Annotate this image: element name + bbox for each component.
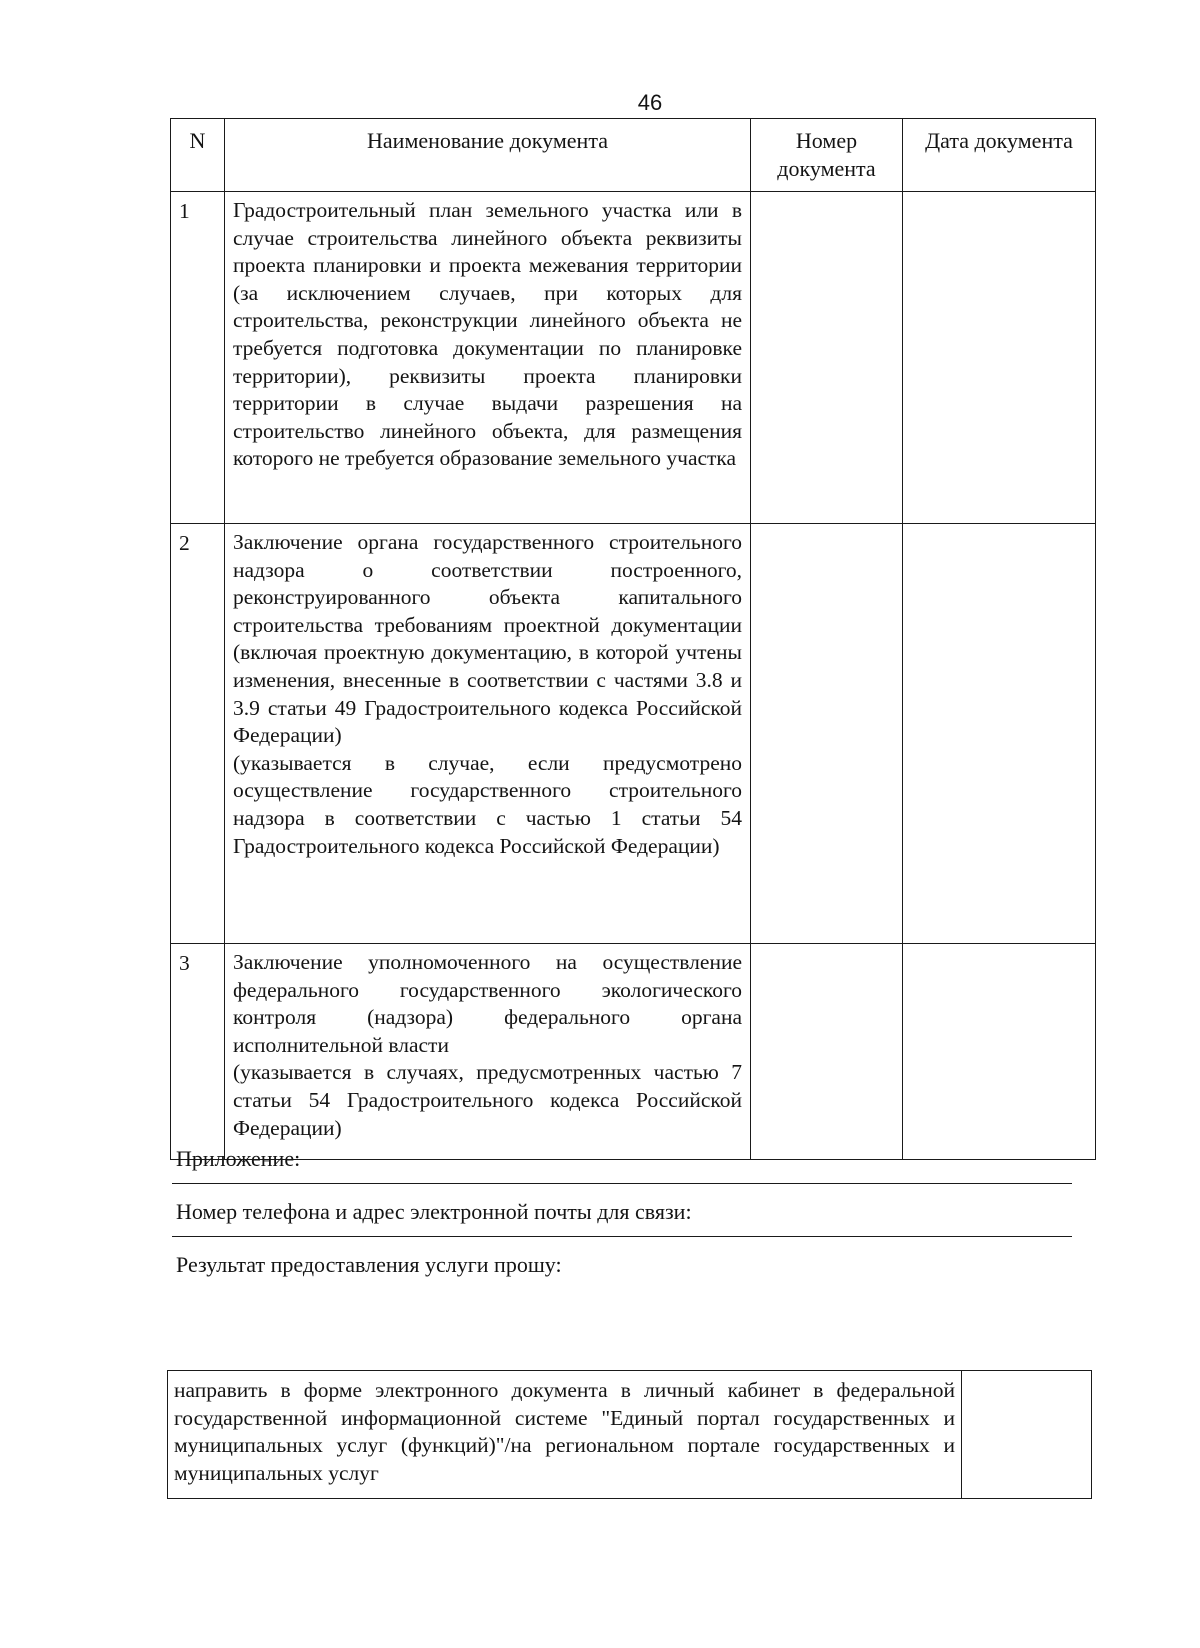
document-date-cell[interactable] (903, 944, 1096, 1160)
result-options-table (167, 1370, 1092, 1499)
documents-table (170, 118, 1096, 1160)
contact-line (172, 1236, 1072, 1237)
document-name-cell (225, 524, 751, 944)
result-label: Результат предоставления услуги прошу: (176, 1252, 562, 1277)
annex-label: Приложение: (176, 1146, 301, 1171)
document-name: Заключение уполномоченного на осуществление федерального государственного экологического контроля (надзора) федерального органа исполнительной власти (233, 950, 742, 1057)
header-document-name: Наименование документа (225, 119, 751, 192)
result-option-mark-cell[interactable] (962, 1371, 1092, 1499)
table-row (171, 944, 1096, 1160)
row-number: 1 (171, 192, 225, 524)
row-number: 2 (171, 524, 225, 944)
document-number-cell[interactable] (751, 944, 903, 1160)
result-option-text: направить в форме электронного документа в личный кабинет в федеральной государственной информационной системе "Единый портал государственных и муниципальных услуг (функций)"/на региональном портале государственных и муниципальных услуг (168, 1371, 962, 1499)
contact-label: Номер телефона и адрес электронной почты для связи: (176, 1199, 692, 1224)
result-option-row (168, 1371, 1092, 1499)
document-date-cell[interactable] (903, 524, 1096, 944)
document-name-cell (225, 944, 751, 1160)
annex-line (172, 1183, 1072, 1184)
page-number: 46 (637, 90, 663, 115)
header-document-date: Дата документа (903, 119, 1096, 192)
table-row (171, 524, 1096, 944)
header-n: N (171, 119, 225, 192)
table-body (171, 192, 1096, 1160)
document-name: Градостроительный план земельного участка или в случае строительства линейного объекта реквизиты проекта планировки и проекта межевания территории (за исключением случаев, при которых для строительства, реконструкции линейного объекта не требуется подготовка документации по планировке территории), реквизиты проекта планировки территории в случае выдачи разрешения на строительство линейного объекта, для размещения которого не требуется образование земельного участка (233, 198, 742, 471)
table-row (171, 192, 1096, 524)
document-number-cell[interactable] (751, 192, 903, 524)
row-number: 3 (171, 944, 225, 1160)
document-note: (указывается в случаях, предусмотренных частью 7 статьи 54 Градостроительного кодекса Российской Федерации) (233, 1060, 742, 1140)
document-name: Заключение органа государственного строительного надзора о соответствии построенного, реконструированного объекта капитального строительства требованиям проектной документации (включая проектную документацию, в которой учтены изменения, внесенные в соответствии с частями 3.8 и 3.9 статьи 49 Градостроительного кодекса Российской Федерации) (233, 530, 742, 748)
document-number-cell[interactable] (751, 524, 903, 944)
table-header-row (171, 119, 1096, 192)
document-note: (указывается в случае, если предусмотрено осуществление государственного строительного надзора в соответствии с частью 1 статьи 54 Градостроительного кодекса Российской Федерации) (233, 750, 742, 858)
header-document-number: Номер документа (751, 119, 903, 192)
document-name-cell (225, 192, 751, 524)
document-date-cell[interactable] (903, 192, 1096, 524)
